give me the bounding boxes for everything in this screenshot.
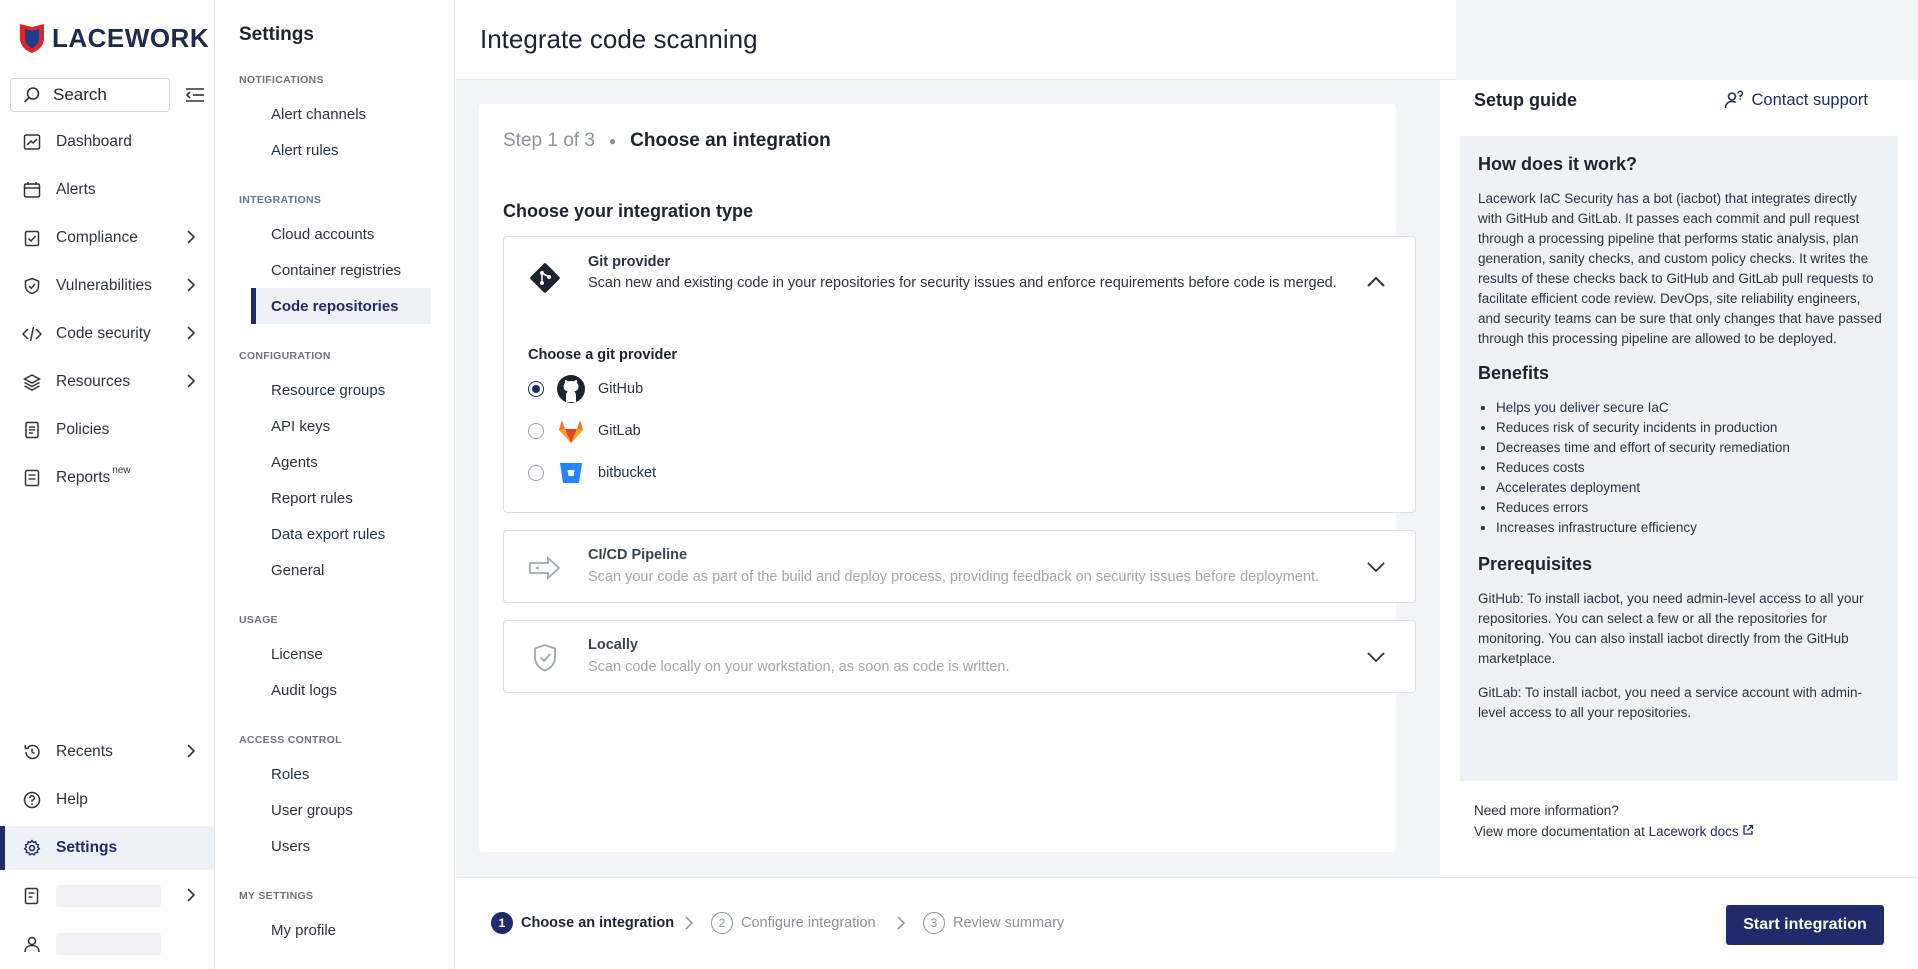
chevron-right-icon xyxy=(186,326,196,340)
nav-label: Settings xyxy=(56,839,118,856)
how-it-works-heading: How does it work? xyxy=(1478,154,1638,174)
integration-type-title: Choose your integration type xyxy=(503,201,754,221)
setup-guide-title: Setup guide xyxy=(1474,90,1577,110)
chevron-right-icon xyxy=(186,744,196,758)
collapse-chevron-button[interactable] xyxy=(1365,271,1387,293)
subnav-item-general[interactable]: General xyxy=(271,561,325,579)
prereq-github-text: GitHub: To install iacbot, you need admin-level access to all your repositories. You can select a few or all the repositories for monitoring. You can also install iacbot directly from the GitHub marketplace. xyxy=(1478,591,1864,666)
external-link-icon xyxy=(1742,824,1754,836)
nav-item-policies[interactable] xyxy=(0,408,214,452)
code-icon xyxy=(22,324,42,344)
benefit-item: • Helps you deliver secure IaC xyxy=(1496,398,1882,418)
subnav-item-code-repositories[interactable]: Code repositories xyxy=(251,288,431,324)
subnav-item-agents[interactable]: Agents xyxy=(271,453,318,471)
section-heading-my-settings: MY SETTINGS xyxy=(239,890,314,902)
nav-label: Alerts xyxy=(56,181,96,198)
section-heading-notifications: NOTIFICATIONS xyxy=(239,74,324,86)
step-name: Choose an integration xyxy=(630,130,831,151)
page-header xyxy=(456,0,1456,80)
nav-item-recents[interactable] xyxy=(0,730,214,774)
dashboard-icon xyxy=(22,132,42,152)
nav-label: Resources xyxy=(56,373,131,390)
subnav-item-user-groups[interactable]: User groups xyxy=(271,801,353,819)
step-label: Review summary xyxy=(953,915,1065,931)
benefit-item: • Accelerates deployment xyxy=(1496,478,1882,498)
more-info-line xyxy=(1474,821,1754,842)
shield-check-icon xyxy=(22,276,42,296)
wizard-footer xyxy=(456,877,1918,969)
option-cicd-pipeline[interactable] xyxy=(503,530,1416,603)
subnav-item-audit-logs[interactable]: Audit logs xyxy=(271,681,337,699)
setup-guide-panel xyxy=(1440,80,1918,877)
git-provider-label: Choose a git provider xyxy=(528,347,678,363)
nav-item-settings[interactable] xyxy=(0,826,214,870)
chevron-up-icon xyxy=(1366,276,1386,288)
search-icon xyxy=(23,86,41,104)
chevron-right-icon xyxy=(186,888,196,902)
shield-check-icon xyxy=(528,641,562,675)
footer-step-1[interactable] xyxy=(491,912,674,934)
lacework-logo[interactable] xyxy=(18,22,209,54)
section-heading-access-control: ACCESS CONTROL xyxy=(239,734,342,746)
provider-option-github[interactable] xyxy=(528,374,643,404)
redacted-account-name xyxy=(56,885,161,907)
setup-guide-body xyxy=(1460,136,1898,781)
report-icon xyxy=(22,468,42,488)
start-integration-button[interactable]: Start integration xyxy=(1726,905,1884,945)
section-heading-usage: USAGE xyxy=(239,614,278,626)
expand-chevron-button[interactable] xyxy=(1365,556,1387,578)
chevron-right-icon xyxy=(186,230,196,244)
github-icon xyxy=(556,374,586,404)
gitlab-icon xyxy=(556,416,586,446)
benefits-list xyxy=(1478,398,1882,538)
search-label: Search xyxy=(53,85,107,104)
option-title: Locally xyxy=(588,637,638,653)
subnav-item-alert-channels[interactable]: Alert channels xyxy=(271,105,367,123)
nav-item-resources[interactable] xyxy=(0,360,214,404)
benefit-item: • Decreases time and effort of security remediation xyxy=(1496,438,1882,458)
nav-item-vulnerabilities[interactable] xyxy=(0,264,214,308)
nav-item-alerts[interactable] xyxy=(0,168,214,212)
benefits-heading: Benefits xyxy=(1478,363,1550,383)
nav-item-code-security[interactable] xyxy=(0,312,214,356)
subnav-item-resource-groups[interactable]: Resource groups xyxy=(271,381,386,399)
step-header xyxy=(503,130,831,152)
brand-wordmark: LACEWORK xyxy=(52,22,210,53)
prerequisites-heading: Prerequisites xyxy=(1478,554,1593,574)
provider-option-bitbucket[interactable] xyxy=(528,458,656,488)
history-icon xyxy=(22,742,42,762)
more-info-prefix: View more documentation at xyxy=(1474,824,1645,839)
section-heading-integrations: INTEGRATIONS xyxy=(239,194,322,206)
radio-github[interactable] xyxy=(528,381,544,397)
contact-support-label: Contact support xyxy=(1751,90,1868,109)
wizard-card xyxy=(479,104,1396,852)
nav-label: Reports xyxy=(56,469,111,486)
subnav-item-roles[interactable]: Roles xyxy=(271,765,310,783)
nav-item-reports[interactable] xyxy=(0,456,214,500)
option-git-provider[interactable] xyxy=(503,236,1416,513)
chevron-right-icon xyxy=(684,916,694,930)
chevron-right-icon xyxy=(186,278,196,292)
nav-item-account[interactable] xyxy=(0,874,214,918)
option-locally[interactable] xyxy=(503,620,1416,693)
expand-chevron-button[interactable] xyxy=(1365,646,1387,668)
git-icon xyxy=(528,261,562,295)
new-badge: new xyxy=(112,464,131,476)
nav-item-compliance[interactable] xyxy=(0,216,214,260)
option-title: CI/CD Pipeline xyxy=(588,547,688,563)
nav-label: Policies xyxy=(56,421,110,438)
docs-link-label: Lacework docs xyxy=(1648,824,1739,839)
footer-step-3[interactable] xyxy=(923,912,1064,934)
chevron-right-icon xyxy=(896,916,906,930)
primary-nav xyxy=(0,0,215,969)
nav-label: Recents xyxy=(56,743,113,760)
option-description: Scan new and existing code in your repositories for security issues and enforce requirements before code is merged. xyxy=(588,275,1337,291)
main-content xyxy=(456,0,1918,969)
user-question-icon xyxy=(1724,90,1744,110)
provider-option-gitlab[interactable] xyxy=(528,416,641,446)
benefit-item: • Reduces risk of security incidents in production xyxy=(1496,418,1882,438)
radio-gitlab[interactable] xyxy=(528,423,544,439)
more-info-question: Need more information? xyxy=(1474,803,1619,818)
nav-label: Compliance xyxy=(56,229,138,246)
subnav-item-report-rules[interactable]: Report rules xyxy=(271,489,353,507)
subnav-item-my-profile[interactable]: My profile xyxy=(271,921,337,939)
bitbucket-icon xyxy=(556,458,586,488)
subnav-item-container-registries[interactable]: Container registries xyxy=(271,261,402,279)
benefit-item: • Reduces errors xyxy=(1496,498,1882,518)
provider-label: bitbucket xyxy=(598,465,657,481)
section-heading-configuration: CONFIGURATION xyxy=(239,350,331,362)
separator-dot: ● xyxy=(608,134,617,148)
provider-label: GitLab xyxy=(598,423,641,439)
shield-logo-icon xyxy=(18,22,46,54)
help-circle-icon xyxy=(22,790,42,810)
option-title: Git provider xyxy=(588,254,671,270)
subnav-item-api-keys[interactable]: API keys xyxy=(271,417,331,435)
document-list-icon xyxy=(22,420,42,440)
subnav-item-data-export-rules[interactable]: Data export rules xyxy=(271,525,386,543)
nav-item-user-profile[interactable] xyxy=(0,922,214,966)
benefit-item: • Increases infrastructure efficiency xyxy=(1496,518,1882,538)
user-icon xyxy=(22,934,42,954)
lacework-docs-link[interactable] xyxy=(1649,824,1755,839)
step-label: Configure integration xyxy=(741,915,876,931)
layers-icon xyxy=(22,372,42,392)
subnav-item-alert-rules[interactable]: Alert rules xyxy=(271,141,339,159)
footer-step-2[interactable] xyxy=(711,912,876,934)
option-description: Scan your code as part of the build and deploy process, providing feedback on security issues before deployment. xyxy=(588,569,1320,585)
contact-support-link[interactable] xyxy=(1724,90,1868,110)
subnav-item-cloud-accounts[interactable]: Cloud accounts xyxy=(271,225,375,243)
step-number: 3 xyxy=(923,912,945,934)
settings-title: Settings xyxy=(239,24,314,45)
clipboard-check-icon xyxy=(22,228,42,248)
collapse-nav-button[interactable] xyxy=(184,84,206,106)
chevron-down-icon xyxy=(1366,651,1386,663)
nav-item-help[interactable] xyxy=(0,778,214,822)
collapse-menu-icon xyxy=(185,87,205,103)
settings-subnav xyxy=(215,0,455,969)
step-number: 2 xyxy=(711,912,733,934)
subnav-item-license[interactable]: License xyxy=(271,645,323,663)
nav-item-dashboard[interactable] xyxy=(0,120,214,164)
more-info xyxy=(1474,800,1754,842)
step-label: Choose an integration xyxy=(521,915,675,931)
provider-label: GitHub xyxy=(598,381,644,397)
page-title: Integrate code scanning xyxy=(480,24,758,54)
calendar-alert-icon xyxy=(22,180,42,200)
option-description: Scan code locally on your workstation, as soon as code is written. xyxy=(588,659,1010,675)
nav-label: Help xyxy=(56,791,88,808)
prereq-gitlab-text: GitLab: To install iacbot, you need a service account with admin-level access to all your repositories. xyxy=(1478,685,1862,720)
nav-label: Vulnerabilities xyxy=(56,277,152,294)
nav-label: Dashboard xyxy=(56,133,132,150)
benefit-item: • Reduces costs xyxy=(1496,458,1882,478)
step-number: 1 xyxy=(491,912,513,934)
how-it-works-text: Lacework IaC Security has a bot (iacbot) that integrates directly with GitHub and GitLab. It passes each commit and pull request through a processing pipeline that performs static analysis, plan generation, sanity checks, and custom policy checks. It writes the results of these checks back to GitHub and GitLab pull requests to facilitate efficient code review. DevOps, site reliability engineers, and security teams can be sure that only changes that have passed through this processing pipeline are allowed to be deployed. xyxy=(1478,191,1882,346)
chevron-down-icon xyxy=(1366,561,1386,573)
nav-label: Code security xyxy=(56,325,151,342)
radio-bitbucket[interactable] xyxy=(528,465,544,481)
chevron-right-icon xyxy=(186,374,196,388)
redacted-user-name xyxy=(56,933,161,955)
step-counter: Step 1 of 3 xyxy=(503,130,595,151)
pipeline-arrow-icon xyxy=(528,551,562,585)
subnav-item-users[interactable]: Users xyxy=(271,837,311,855)
gear-icon xyxy=(22,838,42,858)
account-list-icon xyxy=(22,886,42,906)
search-input[interactable] xyxy=(10,78,170,112)
search-row xyxy=(10,78,206,112)
